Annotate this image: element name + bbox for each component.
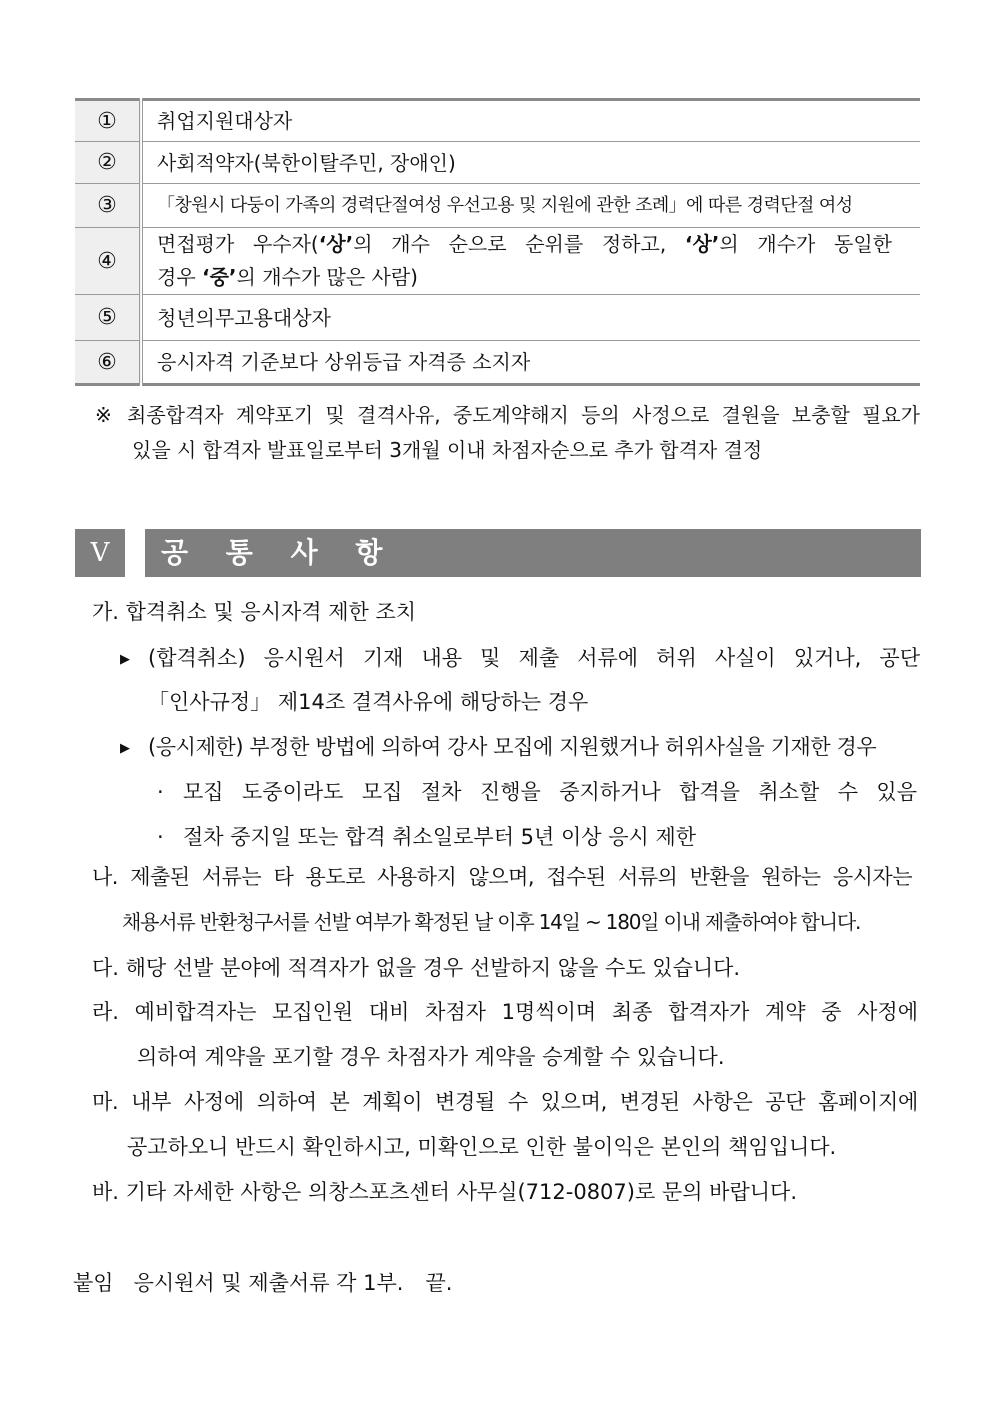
rank-number: ② [75, 142, 141, 184]
rank-number: ③ [75, 184, 141, 228]
attachment-label: 붙임 [73, 1271, 114, 1295]
item-ma-line1: 마. 내부 사정에 의하여 본 계획이 변경될 수 있으며, 변경된 사항은 공단 홈페이지에 [92, 1090, 918, 1114]
item-ga-bullet1-line2: 「인사규정」 제14조 결격사유에 해당하는 경우 [148, 690, 589, 714]
note-line2: 있을 시 합격자 발표일로부터 3개월 이내 차점자순으로 추가 합격자 결정 [132, 438, 763, 462]
note-mark: ※ [95, 403, 112, 427]
dot-icon: · [157, 825, 164, 849]
rank-text-line2: 경우 ‘중’의 개수가 많은 사람) [157, 265, 418, 289]
rank-number: ④ [75, 228, 141, 295]
priority-table [75, 98, 920, 386]
item-ma-line2: 공고하오니 반드시 확인하시고, 미확인으로 인한 불이익은 본인의 책임입니다. [127, 1135, 837, 1159]
section-number: Ⅴ [75, 529, 125, 577]
item-da: 다. 해당 선발 분야에 적격자가 없을 경우 선발하지 않을 수도 있습니다. [92, 956, 741, 980]
rank-text: 「창원시 다둥이 가족의 경력단절여성 우선고용 및 지원에 관한 조례」에 따른 경력단절 여성 [141, 184, 920, 228]
supplement-note [95, 398, 920, 468]
item-ga-bullet1-line1: ▶ (합격취소) 응시원서 기재 내용 및 제출 서류에 허위 사실이 있거나, 공단 [120, 643, 920, 675]
table-row [75, 295, 920, 341]
triangle-right-icon: ▶ [120, 652, 130, 667]
item-ra-line1: 라. 예비합격자는 모집인원 대비 차점자 1명씩이며 최종 합격자가 계약 중 사정에 [92, 1000, 918, 1024]
item-ra-line2: 의하여 계약을 포기할 경우 차점자가 계약을 승계할 수 있습니다. [137, 1045, 725, 1069]
rank-number: ① [75, 100, 141, 142]
table-row [75, 184, 920, 228]
table-row [75, 142, 920, 184]
rank-text-line1: 면접평가 우수자(‘상’의 개수 순으로 순위를 정하고, ‘상’의 개수가 동일한 [157, 232, 892, 256]
rank-number: ⑥ [75, 341, 141, 385]
note-line1: ※ 최종합격자 계약포기 및 결격사유, 중도계약해지 등의 사정으로 결원을 보충할 필요가 [95, 398, 920, 433]
item-na-line1: 나. 제출된 서류는 타 용도로 사용하지 않으며, 접수된 서류의 반환을 원하는 응시자는 [92, 865, 912, 889]
table-row [75, 228, 920, 295]
rank-text: 청년의무고용대상자 [141, 295, 920, 341]
rank-text: 사회적약자(북한이탈주민, 장애인) [141, 142, 920, 184]
rank-text: 응시자격 기준보다 상위등급 자격증 소지자 [141, 341, 920, 385]
dot-icon: · [157, 780, 164, 804]
attachment [73, 1268, 452, 1298]
item-ga-bullet2: ▶ (응시제한) 부정한 방법에 의하여 강사 모집에 지원했거나 허위사실을 기재한 경우 [120, 732, 876, 764]
section-title: 공 통 사 항 [145, 529, 921, 577]
rank-text: 취업지원대상자 [141, 100, 920, 142]
triangle-right-icon: ▶ [120, 741, 130, 756]
item-ba: 바. 기타 자세한 사항은 의창스포츠센터 사무실(712-0807)로 문의 바랍니다. [92, 1180, 798, 1204]
item-na-line2: 채용서류 반환청구서를 선발 여부가 확정된 날 이후 14일 ~ 180일 이내 제출하여야 합니다. [122, 910, 861, 934]
item-ga-dot2: · 절차 중지일 또는 합격 취소일로부터 5년 이상 응시 제한 [157, 822, 696, 852]
attachment-end: 끝. [425, 1271, 453, 1295]
item-ga: 가. 합격취소 및 응시자격 제한 조치 [92, 600, 417, 624]
item-ga-dot1: · 모집 도중이라도 모집 절차 진행을 중지하거나 합격을 취소할 수 있음 [157, 777, 917, 807]
rank-number: ⑤ [75, 295, 141, 341]
table-row [75, 100, 920, 142]
rank-text [141, 228, 920, 295]
table-row [75, 341, 920, 385]
attachment-text: 응시원서 및 제출서류 각 1부. [133, 1271, 404, 1295]
